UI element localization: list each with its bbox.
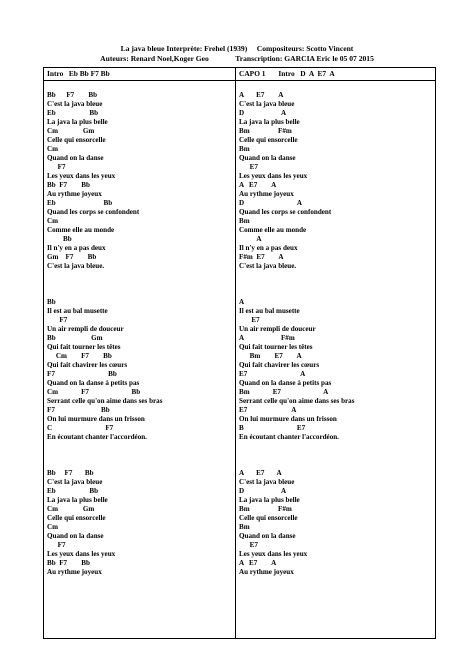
song-line: Bm [239, 145, 250, 153]
song-line: F7 [47, 163, 66, 171]
song-line: C'est la java bleue. [47, 262, 105, 270]
song-line: D A [239, 199, 303, 207]
song-line [47, 280, 162, 289]
song-line: Quand on la danse à petits pas [239, 379, 332, 387]
song-line: Au rythme joyeux [47, 190, 102, 198]
song-line: Il est au bal musette [239, 307, 300, 315]
song-line: Eb Bb [47, 199, 113, 207]
song-line [47, 271, 162, 280]
song-line: Serrant celle qu'on aime dans ses bras [239, 397, 355, 405]
song-line: C'est la java bleue. [239, 262, 297, 270]
chord-table [43, 67, 436, 639]
song-line: Bb F7 Bb [47, 181, 90, 189]
song-line: Qui fait tourner les têtes [47, 343, 121, 351]
song-line [239, 289, 354, 298]
song-line: C'est la java bleue [239, 100, 295, 108]
song-line: Bm F#m [239, 505, 292, 513]
song-line: Quand on la danse [239, 154, 296, 162]
right-column-heading: CAPO 1 Intro D A E7 A [239, 69, 335, 78]
column-divider [235, 68, 236, 638]
song-line: Il est au bal musette [47, 307, 108, 315]
song-line: La java la plus belle [47, 118, 108, 126]
song-line: Celle qui ensorcelle [47, 136, 106, 144]
song-line: Bb F7 Bb [47, 559, 90, 567]
song-line: Quand on la danse [47, 154, 104, 162]
song-line: Bb [47, 235, 72, 243]
song-line: Bm E7 A [239, 388, 329, 396]
song-line: E7 A [239, 406, 297, 414]
song-line [239, 451, 354, 460]
song-line: Quand on la danse à petits pas [47, 379, 140, 387]
song-line: A E7 A [239, 91, 284, 99]
song-line: Celle qui ensorcelle [239, 514, 298, 522]
song-line [239, 460, 354, 469]
song-line: F7 Bb [47, 406, 110, 414]
song-line: E7 [239, 541, 258, 549]
song-line: A E7 A [239, 181, 277, 189]
song-line: Qui fait chavirer les cœurs [47, 361, 128, 369]
song-line: Cm [47, 217, 59, 225]
song-line: Cm F7 Bb [47, 388, 141, 396]
song-line: Au rythme joyeux [47, 568, 102, 576]
song-line: Cm [47, 523, 59, 531]
song-line: En écoutant chanter l'accordéon. [239, 433, 339, 441]
song-line: B E7 [239, 424, 306, 432]
song-line [47, 460, 162, 469]
song-line: A E7 A [239, 559, 277, 567]
song-line: On lui murmure dans un frisson [47, 415, 145, 423]
song-line: Bm [239, 217, 250, 225]
song-line: Qui fait chavirer les cœurs [239, 361, 320, 369]
song-line: Comme elle au monde [239, 226, 307, 234]
song-line: Celle qui ensorcelle [239, 136, 298, 144]
song-line: Cm Gm [47, 127, 95, 135]
song-line: En écoutant chanter l'accordéon. [47, 433, 147, 441]
song-line: La java la plus belle [239, 496, 300, 504]
song-line: Les yeux dans les yeux [239, 550, 308, 558]
song-line: Eb Bb [47, 109, 99, 117]
song-line: D A [239, 109, 287, 117]
song-line: Bm E7 A [239, 352, 302, 360]
song-line: La java la plus belle [239, 118, 300, 126]
song-line: A F#m [239, 334, 295, 342]
song-line: F#m E7 A [239, 253, 284, 261]
left-column-original-key [47, 91, 162, 577]
song-line: Au rythme joyeux [239, 568, 294, 576]
song-line: Au rythme joyeux [239, 190, 294, 198]
song-line: A [239, 235, 262, 243]
song-line: Bb F7 Bb [47, 91, 98, 99]
song-line [47, 289, 162, 298]
song-line: Un air rempli de douceur [47, 325, 124, 333]
song-line: Bb [47, 298, 56, 306]
song-line: D A [239, 487, 287, 495]
song-line: Eb Bb [47, 487, 99, 495]
song-line: Les yeux dans les yeux [47, 172, 116, 180]
song-line [239, 280, 354, 289]
song-line: A E7 A [239, 469, 282, 477]
song-line: C'est la java bleue [47, 478, 103, 486]
song-line: Gm F7 Bb [47, 253, 97, 261]
song-line: C'est la java bleue [239, 478, 295, 486]
song-line: Cm [47, 145, 59, 153]
song-line: Quand on la danse [239, 532, 296, 540]
song-line: Bm [239, 523, 250, 531]
right-column-capo-key [239, 91, 354, 577]
song-line [239, 271, 354, 280]
song-line: F7 [47, 541, 66, 549]
song-line: Bb Gm [47, 334, 103, 342]
header-title-line: La java bleue Interprète: Frehel (1939) Compositeurs: Scotto Vincent [120, 44, 354, 53]
song-line: F7 [47, 316, 68, 324]
song-line: E7 [239, 316, 260, 324]
song-line: Il n'y en a pas deux [47, 244, 106, 252]
song-line [239, 442, 354, 451]
song-line [47, 451, 162, 460]
song-line: Bb F7 Bb [47, 469, 94, 477]
song-line: On lui murmure dans un frisson [239, 415, 337, 423]
song-line: A [239, 298, 245, 306]
song-line: C'est la java bleue [47, 100, 103, 108]
heading-divider [44, 80, 435, 81]
song-line: Serrant celle qu'on aime dans ses bras [47, 397, 163, 405]
song-line: F7 Bb [47, 370, 117, 378]
song-line: Quand les corps se confondent [47, 208, 140, 216]
song-line: Qui fait tourner les têtes [239, 343, 313, 351]
song-line: Quand les corps se confondent [239, 208, 332, 216]
song-line: Les yeux dans les yeux [47, 550, 116, 558]
song-line: E7 A [239, 370, 306, 378]
song-line: Cm F7 Bb [47, 352, 112, 360]
song-line: Un air rempli de douceur [239, 325, 316, 333]
song-line: C F7 [47, 424, 114, 432]
song-line [47, 442, 162, 451]
song-line: E7 [239, 163, 258, 171]
song-line: Quand on la danse [47, 532, 104, 540]
song-line: Les yeux dans les yeux [239, 172, 308, 180]
song-line: La java la plus belle [47, 496, 108, 504]
header-credits-line: Auteurs: Renard Noel,Koger Geo Transcription: GARCIA Eric le 05 07 2015 [100, 54, 374, 63]
song-line: Il n'y en a pas deux [239, 244, 298, 252]
song-line: Cm Gm [47, 505, 95, 513]
song-line: Bm F#m [239, 127, 292, 135]
left-column-heading: Intro Eb Bb F7 Bb [47, 69, 110, 78]
song-line: Celle qui ensorcelle [47, 514, 106, 522]
song-line: Comme elle au monde [47, 226, 115, 234]
